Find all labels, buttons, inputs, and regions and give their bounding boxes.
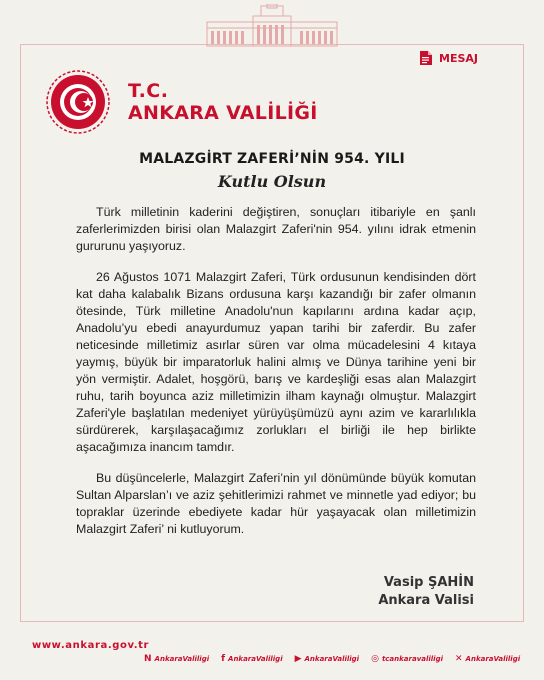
document-icon <box>419 50 433 66</box>
social-x[interactable] <box>455 654 520 664</box>
mesaj-label <box>419 50 478 66</box>
x-icon: ✕ <box>455 654 463 664</box>
signature-role: Ankara Valisi <box>378 593 474 608</box>
paragraph-1: Türk milletinin kaderini değiştiren, sonuçları itibariyle en şanlı zaferlerimizden birisi olan Malazgirt Zaferi'nin 954. yılını idrak etmenin gururunu yaşıyoruz. <box>76 205 476 253</box>
facebook-icon: f <box>221 654 226 664</box>
mesaj-text: MESAJ <box>439 51 478 65</box>
government-building-icon <box>197 4 347 48</box>
youtube-icon: ▶ <box>294 654 302 664</box>
message-title: MALAZGİRT ZAFERİ’NİN 954. YILI <box>139 151 405 167</box>
message-subtitle-script: Kutlu Olsun <box>217 172 327 191</box>
social-handle: tcankaravaliligi <box>381 655 443 663</box>
social-instagram[interactable] <box>371 654 443 664</box>
signature-block <box>378 574 474 610</box>
social-links <box>144 654 520 664</box>
nsosyal-icon: N <box>144 654 152 664</box>
paragraph-2: 26 Ağustos 1071 Malazgirt Zaferi, Türk ordusunun kendisinden dört kat daha kalabalık Bizans ordusuna karşı kazandığı bir zafer olmanın ötesinde, Türk milletine Anadolu'nun kapılarını ardına kadar açıp, Anadolu’yu ebedi anayurdumuz yapan tarihi bir zaferdir. Bu zafer neticesinde milletimiz asırlar süren var olma mücadelesini 4 kıtaya yaymış, büyük bir imparatorluk halini almış ve Dünya tarihine yeni bir yön vermiştir. Adalet, hoşgörü, barış ve kardeşliği esas alan Malazgirt ruhu, tarih boyunca aziz milletimizin ilham kaynağı olmuştur. Malazgirt Zaferi'yle başlatılan medeniyet yürüyüşümüzü aynı azim ve kararlılıkla sürdürerek, karşılaşacağımız zorlukları el birliği ile hep birlikte aşacağımıza inancım tamdır. <box>76 270 476 454</box>
header-tc: T.C. <box>128 80 169 102</box>
frame-bottom-line <box>20 621 524 622</box>
social-handle: AnkaraValiligi <box>304 655 360 663</box>
social-facebook[interactable] <box>221 654 282 664</box>
social-handle: AnkaraValiligi <box>465 655 521 663</box>
message-body <box>76 204 476 552</box>
social-handle: AnkaraValiligi <box>154 655 210 663</box>
social-nsosyal[interactable] <box>144 654 209 664</box>
governorate-seal-icon <box>46 70 110 134</box>
frame-right-line <box>523 44 524 622</box>
instagram-icon: ◎ <box>371 654 379 664</box>
header-title <box>128 82 318 123</box>
footer-website-link[interactable]: www.ankara.gov.tr <box>32 640 150 651</box>
header-ankara-valiligi: ANKARA VALİLİĞİ <box>128 102 318 124</box>
signature-name: Vasip ŞAHİN <box>383 575 474 590</box>
paragraph-3: Bu düşüncelerle, Malazgirt Zaferi’nin yıl dönümünde büyük komutan Sultan Alparslan’ı ve aziz şehitlerimizi rahmet ve minnetle yad ediyor; bu topraklar üzerinde ebediyete kadar hür yaşayacak olan milletimizin Malazgirt Zaferi’ ni kutluyorum. <box>76 471 476 536</box>
social-youtube[interactable] <box>295 654 359 664</box>
social-handle: AnkaraValiligi <box>228 655 283 663</box>
frame-left-line <box>20 44 21 622</box>
